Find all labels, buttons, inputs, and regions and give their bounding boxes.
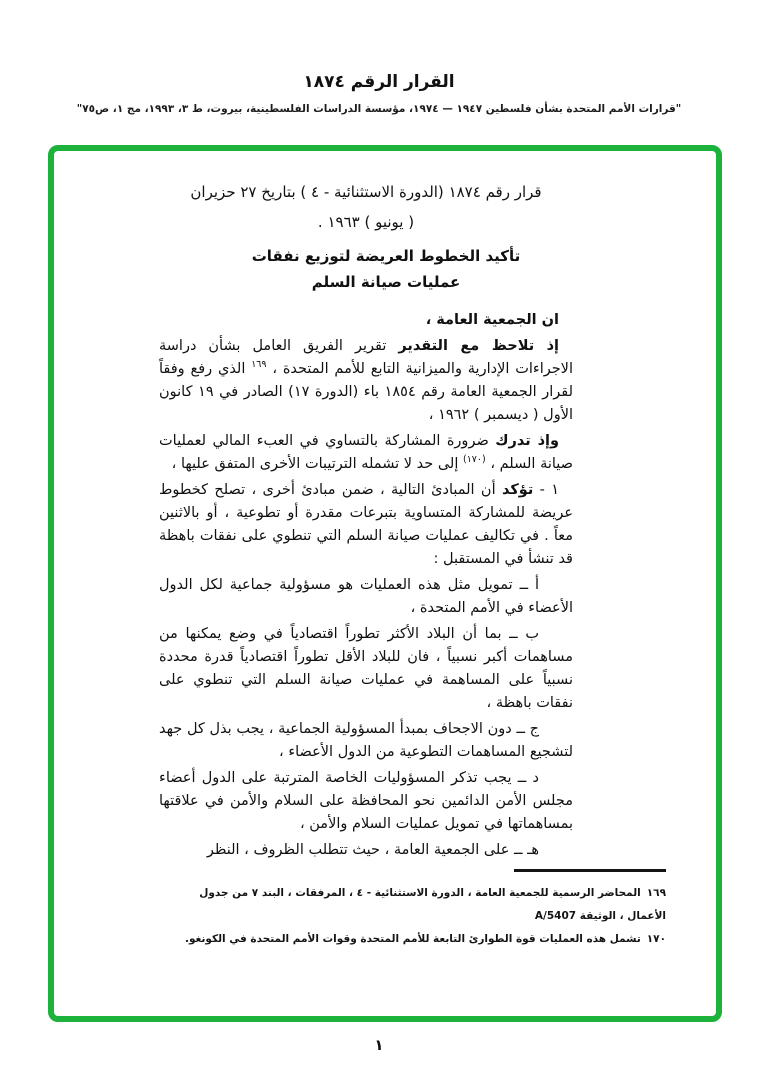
footnote-number: ١٦٩ <box>646 887 666 899</box>
resolution-subtitle-line-2: عمليات صيانة السلم <box>311 273 461 291</box>
footnote-number: ١٧٠ <box>646 933 666 945</box>
footnote-marker: (١٧٠) <box>462 454 486 466</box>
source-citation: "قرارات الأمم المتحدة بشأن فلسطين ١٩٤٧ — ١٩٧٤، مؤسسة الدراسات الفلسطينية، بيروت، ط ٣، ١٩٩٣، مج ١، ص٧٥" <box>76 103 682 115</box>
document-body-text <box>159 309 573 862</box>
resolution-title-line-1: قرار رقم ١٨٧٤ (الدورة الاستثنائية - ٤ ) بتاريخ ٢٧ حزيران <box>190 183 542 201</box>
paragraph <box>159 335 573 427</box>
paragraph <box>159 718 573 764</box>
footnote <box>166 928 666 951</box>
text-segment: وإذ تدرك <box>495 433 559 449</box>
text-segment: تؤكد <box>501 482 534 498</box>
paragraph <box>159 430 573 476</box>
resolution-title <box>159 177 573 237</box>
text-segment: د ــ يجب تذكر المسؤوليات الخاصة المترتبة على الدول أعضاء مجلس الأمن الدائمين نحو المحافظة على السلام والأمن في علاقتها بمساهماتها في تمويل عمليات السلام والأمن ، <box>159 770 573 832</box>
footnote <box>166 882 666 928</box>
footnote-list <box>166 882 666 951</box>
text-segment: ج ــ دون الاجحاف بمبدأ المسؤولية الجماعية ، يجب بذل كل جهد لتشجيع المساهمات التطوعية من الدول الأعضاء ، <box>159 721 573 760</box>
paragraph <box>159 839 573 862</box>
text-segment: ب ــ بما أن البلاد الأكثر تطوراً اقتصادياً في وضع يمكنها من مساهمات أكبر نسبياً ، فان للبلاد الأقل تطوراً اقتصادياً قدرة محددة نسبياً على المساهمة في عمليات صيانة السلم التي تنطوي على نفقات باهظة ، <box>159 626 573 711</box>
footnote-area <box>166 869 666 951</box>
paragraph <box>159 623 573 715</box>
paragraph <box>159 574 573 620</box>
text-segment: أن المبادئ التالية ، ضمن مبادئ أخرى ، تصلح كخطوط عريضة للمشاركة المتساوية بتبرعات مقدرة أو تطوعية ، أو بالاثنين معاً . في تكاليف عمليات صيانة السلم التي تنطوي على نفقات باهظة قد تنشأ في المستقبل : <box>159 482 573 567</box>
text-segment: أ ــ تمويل مثل هذه العمليات هو مسؤولية جماعية لكل الدول الأعضاء في الأمم المتحدة ، <box>159 577 573 616</box>
paragraph <box>159 309 573 332</box>
text-segment: هـ ــ على الجمعية العامة ، حيث تتطلب الظروف ، النظر <box>206 842 539 858</box>
resolution-subtitle <box>199 243 573 295</box>
text-segment: إذ تلاحظ مع التقدير <box>398 338 559 354</box>
footnote-separator-rule <box>514 869 666 872</box>
resolution-title-line-2: ( يونيو ) ١٩٦٣ . <box>317 213 415 231</box>
text-segment: ضرورة المشاركة بالتساوي في العبء المالي لعمليات صيانة السلم ، <box>159 433 573 472</box>
paragraph <box>159 767 573 836</box>
page-title: القرار الرقم ١٨٧٤ <box>303 72 455 92</box>
footnote-text: تشمل هذه العمليات قوة الطوارئ التابعة للأمم المتحدة وقوات الأمم المتحدة في الكونغو. <box>184 933 641 945</box>
page-number: ١ <box>374 1036 384 1054</box>
resolution-subtitle-line-1: تأكيد الخطوط العريضة لتوزيع نفقات <box>251 247 521 265</box>
footnote-text: المحاضر الرسمية للجمعية العامة ، الدورة الاستثنائية - ٤ ، المرفقات ، البند ٧ من جدول الأعمال ، الوثيقة A/5407 <box>199 887 666 922</box>
text-segment: ١ - <box>533 482 560 498</box>
paragraph <box>159 479 573 571</box>
text-segment: إلى حد لا تشمله الترتيبات الأخرى المتفق عليها ، <box>171 456 463 472</box>
text-segment: الذي رفع وفقاً لقرار الجمعية العامة رقم ١٨٥٤ باء (الدورة ١٧) الصادر في ١٩ كانون الأول ( ديسمبر ) ١٩٦٢ ، <box>159 361 573 423</box>
text-segment: تقرير الفريق العامل بشأن دراسة الاجراءات الإدارية والميزانية التابع للأمم المتحدة ، <box>159 338 573 377</box>
footnote-marker: ١٦٩ <box>251 359 267 371</box>
annotation-border-box <box>48 145 722 1022</box>
text-segment: ان الجمعية العامة ، <box>425 312 559 328</box>
